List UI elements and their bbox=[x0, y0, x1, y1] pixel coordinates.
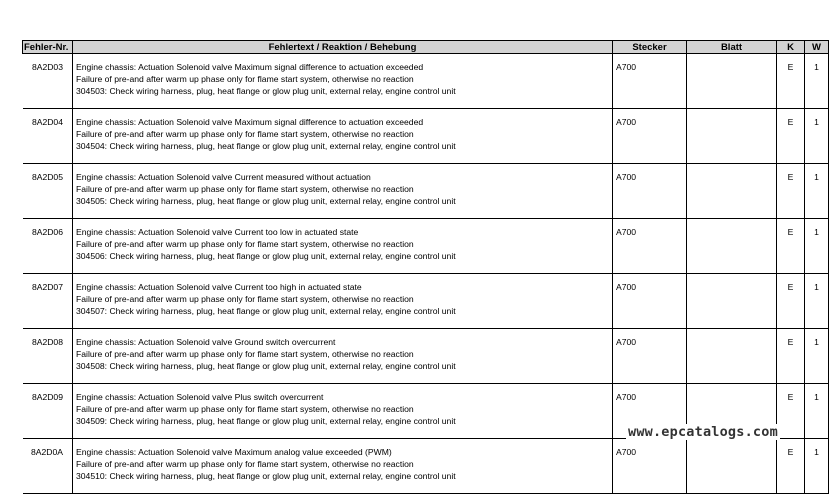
fault-reaction: Failure of pre-and after warm up phase only for flame start system, otherwise no reaction bbox=[76, 294, 414, 304]
fault-reaction: Failure of pre-and after warm up phase only for flame start system, otherwise no reaction bbox=[76, 184, 414, 194]
fault-code-cell: 8A2D09 bbox=[23, 384, 73, 439]
sheet-cell bbox=[687, 109, 777, 164]
w-cell: 1 bbox=[805, 274, 829, 329]
w-cell: 1 bbox=[805, 54, 829, 109]
sheet-cell bbox=[687, 219, 777, 274]
fault-reaction: Failure of pre-and after warm up phase only for flame start system, otherwise no reaction bbox=[76, 129, 414, 139]
fault-description: Engine chassis: Actuation Solenoid valve Maximum analog value exceeded (PWM) bbox=[76, 447, 392, 457]
fault-code-cell: 8A2D05 bbox=[23, 164, 73, 219]
k-cell: E bbox=[777, 329, 805, 384]
table-row bbox=[23, 54, 829, 109]
fault-description: Engine chassis: Actuation Solenoid valve Current too high in actuated state bbox=[76, 282, 362, 292]
header-fault-number: Fehler-Nr. bbox=[23, 41, 73, 54]
w-cell: 1 bbox=[805, 219, 829, 274]
fault-remedy: 304506: Check wiring harness, plug, heat flange or glow plug unit, external relay, engine control unit bbox=[76, 251, 456, 261]
k-cell: E bbox=[777, 109, 805, 164]
header-connector: Stecker bbox=[613, 41, 687, 54]
fault-description: Engine chassis: Actuation Solenoid valve Current measured without actuation bbox=[76, 172, 371, 182]
fault-description: Engine chassis: Actuation Solenoid valve Plus switch overcurrent bbox=[76, 392, 324, 402]
table-row bbox=[23, 109, 829, 164]
fault-remedy: 304503: Check wiring harness, plug, heat flange or glow plug unit, external relay, engine control unit bbox=[76, 86, 456, 96]
table-header-row bbox=[23, 41, 829, 54]
fault-reaction: Failure of pre-and after warm up phase only for flame start system, otherwise no reaction bbox=[76, 74, 414, 84]
header-w: W bbox=[805, 41, 829, 54]
fault-text-cell bbox=[73, 274, 613, 329]
fault-reaction: Failure of pre-and after warm up phase only for flame start system, otherwise no reaction bbox=[76, 239, 414, 249]
fault-reaction: Failure of pre-and after warm up phase only for flame start system, otherwise no reaction bbox=[76, 404, 414, 414]
w-cell: 1 bbox=[805, 439, 829, 494]
k-cell: E bbox=[777, 54, 805, 109]
w-cell: 1 bbox=[805, 109, 829, 164]
sheet-cell bbox=[687, 439, 777, 494]
fault-remedy: 304510: Check wiring harness, plug, heat flange or glow plug unit, external relay, engine control unit bbox=[76, 471, 456, 481]
fault-reaction: Failure of pre-and after warm up phase only for flame start system, otherwise no reaction bbox=[76, 349, 414, 359]
header-k: K bbox=[777, 41, 805, 54]
fault-code-cell: 8A2D07 bbox=[23, 274, 73, 329]
fault-text-cell bbox=[73, 109, 613, 164]
fault-text-cell bbox=[73, 219, 613, 274]
k-cell: E bbox=[777, 219, 805, 274]
fault-reaction: Failure of pre-and after warm up phase only for flame start system, otherwise no reaction bbox=[76, 459, 414, 469]
fault-remedy: 304504: Check wiring harness, plug, heat flange or glow plug unit, external relay, engine control unit bbox=[76, 141, 456, 151]
connector-cell: A700 bbox=[613, 329, 687, 384]
fault-description: Engine chassis: Actuation Solenoid valve Ground switch overcurrent bbox=[76, 337, 336, 347]
fault-description: Engine chassis: Actuation Solenoid valve Maximum signal difference to actuation exceeded bbox=[76, 62, 424, 72]
w-cell: 1 bbox=[805, 384, 829, 439]
w-cell: 1 bbox=[805, 164, 829, 219]
table-row bbox=[23, 439, 829, 494]
fault-remedy: 304507: Check wiring harness, plug, heat flange or glow plug unit, external relay, engine control unit bbox=[76, 306, 456, 316]
fault-text-cell bbox=[73, 384, 613, 439]
connector-cell: A700 bbox=[613, 274, 687, 329]
header-fault-text: Fehlertext / Reaktion / Behebung bbox=[73, 41, 613, 54]
k-cell: E bbox=[777, 384, 805, 439]
fault-text-cell bbox=[73, 54, 613, 109]
w-cell: 1 bbox=[805, 329, 829, 384]
fault-description: Engine chassis: Actuation Solenoid valve Current too low in actuated state bbox=[76, 227, 359, 237]
sheet-cell bbox=[687, 329, 777, 384]
connector-cell: A700 bbox=[613, 384, 687, 439]
fault-description: Engine chassis: Actuation Solenoid valve Maximum signal difference to actuation exceeded bbox=[76, 117, 424, 127]
connector-cell: A700 bbox=[613, 164, 687, 219]
connector-cell: A700 bbox=[613, 54, 687, 109]
watermark-text: www.epcatalogs.com bbox=[628, 424, 778, 440]
sheet-cell bbox=[687, 274, 777, 329]
k-cell: E bbox=[777, 164, 805, 219]
table-row bbox=[23, 274, 829, 329]
header-sheet: Blatt bbox=[687, 41, 777, 54]
fault-remedy: 304508: Check wiring harness, plug, heat flange or glow plug unit, external relay, engine control unit bbox=[76, 361, 456, 371]
connector-cell: A700 bbox=[613, 109, 687, 164]
fault-text-cell bbox=[73, 164, 613, 219]
fault-remedy: 304509: Check wiring harness, plug, heat flange or glow plug unit, external relay, engine control unit bbox=[76, 416, 456, 426]
fault-text-cell bbox=[73, 439, 613, 494]
connector-cell: A700 bbox=[613, 439, 687, 494]
fault-code-cell: 8A2D04 bbox=[23, 109, 73, 164]
fault-text-cell bbox=[73, 329, 613, 384]
k-cell: E bbox=[777, 439, 805, 494]
fault-code-cell: 8A2D03 bbox=[23, 54, 73, 109]
k-cell: E bbox=[777, 274, 805, 329]
table-row bbox=[23, 219, 829, 274]
sheet-cell bbox=[687, 54, 777, 109]
connector-cell: A700 bbox=[613, 219, 687, 274]
fault-code-cell: 8A2D08 bbox=[23, 329, 73, 384]
table-row bbox=[23, 329, 829, 384]
fault-code-cell: 8A2D06 bbox=[23, 219, 73, 274]
fault-remedy: 304505: Check wiring harness, plug, heat flange or glow plug unit, external relay, engine control unit bbox=[76, 196, 456, 206]
fault-code-cell: 8A2D0A bbox=[23, 439, 73, 494]
sheet-cell bbox=[687, 164, 777, 219]
table-row bbox=[23, 164, 829, 219]
